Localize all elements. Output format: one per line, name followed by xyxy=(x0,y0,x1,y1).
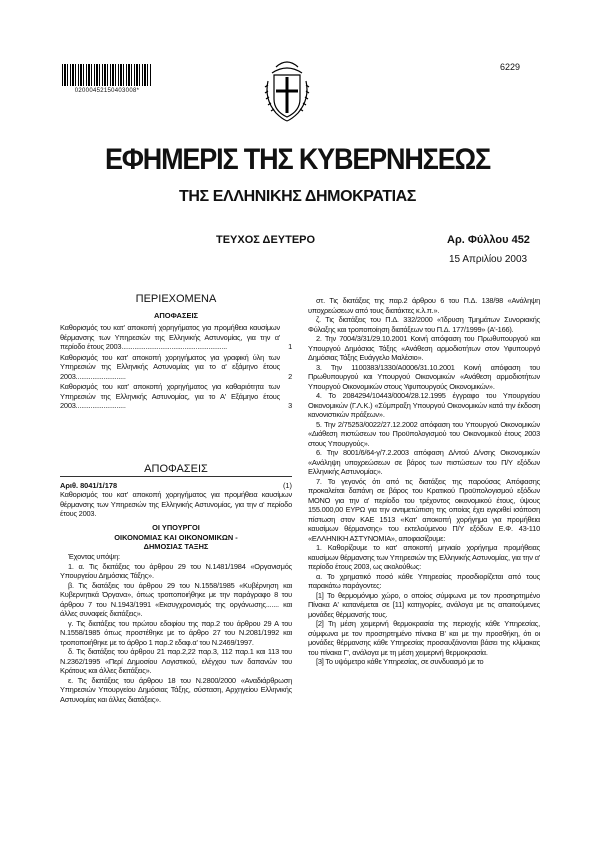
left-column-body xyxy=(60,552,292,704)
toc-item[interactable] xyxy=(60,353,292,382)
toc-item[interactable] xyxy=(60,323,292,352)
gazette-subtitle: ΤΗΣ ΕΛΛΗΝΙΚΗΣ ΔΗΜΟΚΡΑΤΙΑΣ xyxy=(179,188,416,205)
toc-item-page: 2 xyxy=(288,371,292,381)
barcode xyxy=(62,64,152,86)
decision-title: Καθορισμός του κατ' αποκοπή χορηγήματος για προμήθεια καυσίμων θέρμανσης των Υπηρεσιών της Ελληνικής Αστυνομίας, για την α' περίοδο έτους 2003. xyxy=(60,490,292,518)
publication-date: 15 Απριλίου 2003 xyxy=(449,254,528,265)
sheet-number: Αρ. Φύλλου 452 xyxy=(447,234,530,246)
body-paragraph: 6. Την 8001/6/64-γ/7.2.2003 απόφαση Δ/ντού Δ/νσης Οικονομικών «Ανάληψη υποχρεώσεων σε βάρος των πιστώσεων του Π/Υ εξόδων Ελληνικής Αστυνομίας». xyxy=(308,448,540,476)
toc-subheading: ΑΠΟΦΑΣΕΙΣ xyxy=(153,311,199,320)
decision-code: (1) xyxy=(282,481,292,490)
body-paragraph: στ. Τις διατάξεις της παρ.2 άρθρου 6 του Π.Δ. 138/98 «Ανάληψη υποχρεώσεων από τους διατάκτες κ.λ.π.». xyxy=(308,296,540,315)
body-paragraph: β. Τις διατάξεις του άρθρου 29 του Ν.1558/1985 «Κυβέρνηση και Κυβερνητικά Όργανα», όπως τροποποιήθηκε με την παράγραφο 8 του άρθρου 7 του Ν.1943/1991 «Εκσυγχρονισμός της οργάνωσης....... και άλλες συναφείς διατάξεις». xyxy=(60,580,292,618)
decision-number xyxy=(60,481,292,490)
ministers-heading xyxy=(60,523,292,552)
body-paragraph: 3. Την 1100383/1330/Α0006/31.10.2001 Κοινή απόφαση του Πρωθυπουργού και Υπουργού Οικονομικών «Ανάθεση αρμοδιοτήτων Υπουργού Οικονομικών στους Υφυπουργούς Οικονομικών». xyxy=(308,362,540,391)
toc-item[interactable] xyxy=(60,382,292,411)
body-paragraph: γ. Τις διατάξεις του πρώτου εδαφίου της παρ.2 του άρθρου 29 Α του Ν.1558/1985 όπως προστέθηκε με το άρθρο 27 του Ν.2081/1992 και τροποποιήθηκε με το άρθρο 1 παρ.2 εδαφ.α' του Ν.2469/1997. xyxy=(60,618,292,647)
body-paragraph: 7. Το γεγονός ότι από τις διατάξεις της παρούσας Απόφασης προκαλείται δαπάνη σε βάρος του Κρατικού Προϋπολογισμού εξόδων ΜΟΝΟ για την α' περίοδο του τρέχοντος οικονομικού έτους, ύψους 155.000,00 ΕΥΡΩ για την αντιμετώπιση της οποίας έχει εγκριθεί ισόποση πίστωση στον ΚΑΕ 1513 «Κατ' αποκοπή χορήγημα για προμήθεια καυσίμων θέρμανσης» του εκτελούμενου Π/Υ εξόδων Ε.Φ. 43-110 «ΕΛΛΗΝΙΚΗ ΑΣΤΥΝΟΜΙΑ», αποφασίζουμε: xyxy=(308,476,540,543)
body-paragraph: ζ. Τις διατάξεις του Π.Δ. 332/2000 «Ίδρυση Τμημάτων Συνοριακής Φύλαξης και τροποποίηση διατάξεων του Π.Δ. 177/1999» (Α'-166). xyxy=(308,315,540,334)
body-paragraph: [2] Τη μέση χειμερινή θερμοκρασία της περιοχής κάθε Υπηρεσίας, σύμφωνα με τον προσηρτημένο πίνακα Β' και με την προσθήκη, ότι οι μονάδες θέρμανσης κάθε Υπηρεσίας προσαυξάνονται βάσει της κλίμακας του πίνακα Γ', ανάλογα με τη μέση χειμερινή θερμοκρασία. xyxy=(308,619,540,657)
toc-list xyxy=(60,323,292,412)
body-paragraph: Έχοντας υπόψη: xyxy=(68,552,120,561)
body-paragraph: ε. Τις διατάξεις του άρθρου 18 του Ν.2800/2000 «Αναδιάρθρωση Υπηρεσιών Υπουργείου Δημόσιας Τάξης, σύσταση, Αρχηγείου Ελληνικής Αστυνομίας και άλλες διατάξεις». xyxy=(60,675,292,704)
toc-item-page: 1 xyxy=(288,342,292,351)
body-paragraph: 5. Την 2/75253/0022/27.12.2002 απόφαση του Υπουργού Οικονομικών «Διάθεση πιστώσεων του Προϋπολογισμού του Οικονομικού έτους 2003 στους Υπουργούς». xyxy=(308,419,540,448)
decision-number-text: Αριθ. 8041/1/178 xyxy=(60,481,118,490)
toc-item-text: Καθορισμός του κατ' αποκοπή χορηγήματος για καθαριότητα των Υπηρεσιών της Ελληνικής Αστυνομίας, για το Α' Εξάμηνο έτους 2003........................... xyxy=(60,382,280,410)
body-paragraph: 2. Την 7004/3/31/29.10.2001 Κοινή απόφαση του Πρωθυπουργού και Υπουργού Δημόσιας Τάξης «Ανάθεση αρμοδιοτήτων στον Υφυπουργό Δημόσιας Τάξης Ευάγγελο Μαλέσιο». xyxy=(308,334,540,362)
ministers-line: ΟΙ ΥΠΟΥΡΓΟΙ xyxy=(152,523,200,532)
section-divider xyxy=(60,476,292,477)
body-paragraph: [3] Το υψόμετρο κάθε Υπηρεσίας, σε συνδυασμό με το xyxy=(316,657,484,666)
toc-item-text: Καθορισμός του κατ' αποκοπή χορηγήματος για γραφική ύλη των Υπηρεσιών της Ελληνικής Αστυνομίας για το α' εξάμηνο έτους 2003........................... xyxy=(60,352,280,381)
toc-item-text: Καθορισμός του κατ' αποκοπή χορηγήματος για προμήθεια καυσίμων θέρμανσης των Υπηρεσιών της Ελληνικής Αστυνομίας, για την α' περίοδο έτους 2003......................................................... xyxy=(60,323,280,351)
body-paragraph: δ. Τις διατάξεις του άρθρου 21 παρ.2,22 παρ.3, 112 παρ.1 και 113 του Ν.2362/1995 «Περί Δημοσίου Λογιστικού, ελέγχου των δαπανών του Κράτους και άλλες διατάξεις». xyxy=(60,647,292,675)
toc-heading: ΠΕΡΙΕΧΟΜΕΝΑ xyxy=(135,293,217,305)
page-number: 6229 xyxy=(500,62,521,72)
greek-coat-of-arms-icon xyxy=(262,55,312,125)
right-column-body xyxy=(308,296,540,667)
body-paragraph: 1. α. Τις διατάξεις του άρθρου 29 του Ν.1481/1984 «Οργανισμός Υπουργείου Δημόσιας Τάξης». xyxy=(60,561,292,580)
issue-label: ΤΕΥΧΟΣ ΔΕΥΤΕΡΟ xyxy=(216,234,316,246)
ministers-line: ΔΗΜΟΣΙΑΣ ΤΑΞΗΣ xyxy=(143,542,209,551)
body-paragraph: [1] Το θερμομόνιμο χώρο, ο οποίος σύμφωνα με τον προσηρτημένο Πίνακα Α' κατανέμεται σε [11] κατηγορίες, ανάλογα με τις απαιτούμενες μονάδες θέρμανσής τους. xyxy=(308,590,540,619)
toc-item-page: 3 xyxy=(288,401,292,410)
decisions-heading: ΑΠΟΦΑΣΕΙΣ xyxy=(144,463,208,475)
body-paragraph: α. Το χρηματικό ποσό κάθε Υπηρεσίας προσδιορίζεται από τους παρακάτω παράγοντες: xyxy=(308,571,540,590)
body-paragraph: 1. Καθορίζουμε το κατ' αποκοπή μηνιαίο χορήγημα προμήθειας καυσίμων θέρμανσης των Υπηρεσιών της Ελληνικής Αστυνομίας, για την α' περίοδο έτους 2003, ως ακολούθως: xyxy=(308,543,540,571)
ministers-line: ΟΙΚΟΝΟΜΙΑΣ ΚΑΙ ΟΙΚΟΝΟΜΙΚΩΝ - xyxy=(114,532,238,542)
body-paragraph: 4. Το 2084294/10443/0004/28.12.1995 έγγραφο του Υπουργείου Οικονομικών (Γ.Λ.Κ.) «Σύμπραξη Υπουργού Οικονομικών κατά την έκδοση κανονιστικών πράξεων». xyxy=(308,391,540,419)
gazette-title: ΕΦΗΜΕΡΙΣ ΤΗΣ ΚΥΒΕΡΝΗΣΕΩΣ xyxy=(104,143,491,176)
barcode-number: 02000452150403008* xyxy=(74,88,140,94)
